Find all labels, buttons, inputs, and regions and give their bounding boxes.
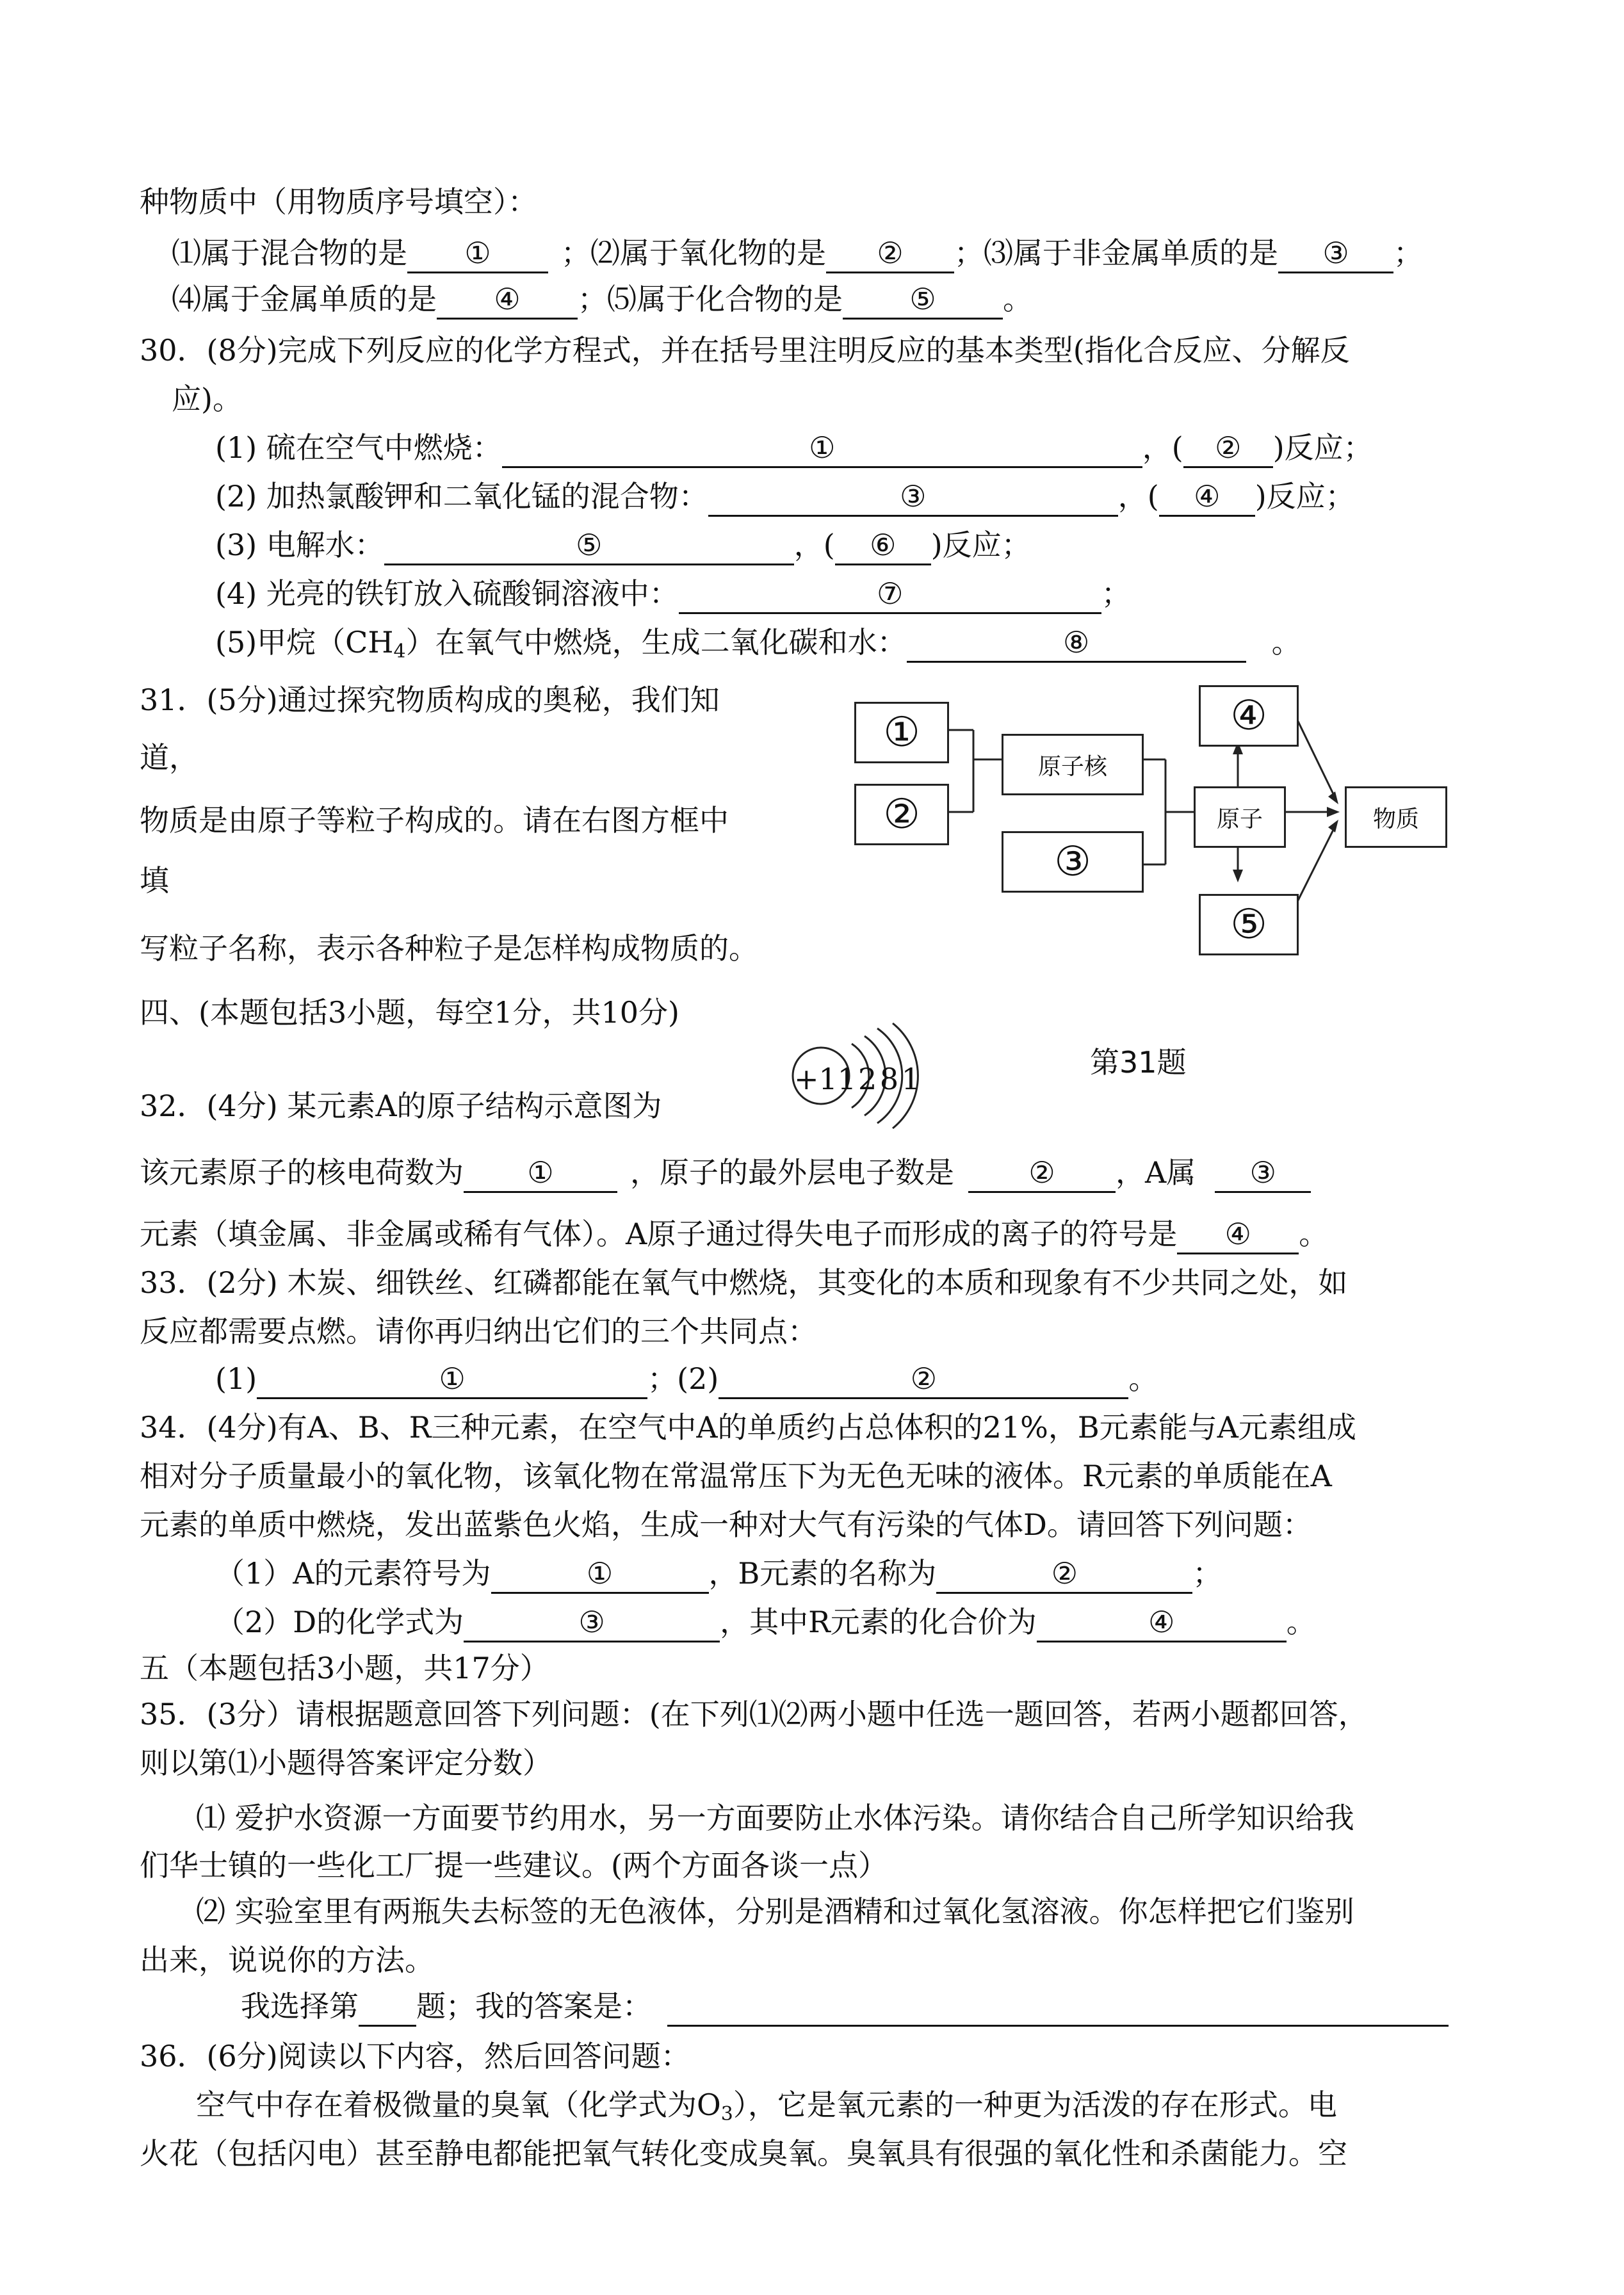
q34-text-c: （2）D的化学式为 [215, 1605, 464, 1639]
q33-line-2: 反应都需要点燃。请你再归纳出它们的三个共同点： [140, 1314, 817, 1349]
q34-text-b: ，B元素的名称为 [708, 1556, 937, 1591]
q31-line-2: 道， [140, 740, 199, 775]
q36-text-a: 空气中存在着极微量的臭氧（化学式为O [196, 2088, 721, 2122]
q35-choice-text: 我选择第 [241, 1989, 359, 2023]
q30-blank-2[interactable]: ② [1183, 433, 1273, 468]
q35-answer-blank[interactable] [667, 1991, 1449, 2027]
q29-line2 [172, 284, 1032, 320]
q33-blank-2[interactable]: ② [719, 1364, 1128, 1399]
q30-r5-text: (5)甲烷（CH [215, 625, 394, 660]
q35-option-2-line-1: ⑵ 实验室里有两瓶失去标签的无色液体，分别是酒精和过氧化氢溶液。你怎样把它们鉴别 [196, 1894, 1354, 1929]
q31-line-5: 写粒子名称，表示各种粒子是怎样构成物质的。 [140, 931, 758, 966]
q30-reaction-3 [215, 530, 1031, 565]
q33-label-2: ；(2) [647, 1361, 719, 1396]
q30-blank-4[interactable]: ④ [1159, 482, 1255, 517]
q31-matter-box: 物质 [1345, 786, 1447, 848]
q36-line-3: 火花（包括闪电）甚至静电都能把氧气转化变成臭氧。臭氧具有很强的氧化性和杀菌能力。空 [140, 2136, 1347, 2171]
q31-atom-box: 原子 [1194, 786, 1286, 848]
q31-box-1[interactable]: ① [854, 702, 949, 763]
q32-text-b: ，原子的最外层电子数是 [630, 1155, 954, 1190]
q36-line-1: 36．(6分)阅读以下内容，然后回答问题： [140, 2039, 690, 2073]
q31-caption: 第31题 [1090, 1045, 1187, 1080]
q34-line-1: 34．(4分)有A、B、R三种元素，在空气中A的单质约占总体积的21%，B元素能与A元素组成 [140, 1410, 1356, 1445]
q34-text-d: ，其中R元素的化合价为 [720, 1605, 1037, 1639]
q30-blank-1[interactable]: ① [502, 433, 1142, 468]
q29-end: 。 [1003, 282, 1032, 316]
q35-option-1-line-1: ⑴ 爱护水资源一方面要节约用水，另一方面要防止水体污染。请你结合自己所学知识给我 [196, 1801, 1354, 1835]
q30-r2-paren: ，( [1117, 479, 1159, 514]
q30-blank-3[interactable]: ③ [708, 482, 1118, 517]
q29-intro: 种物质中（用物质序号填空）： [140, 184, 537, 219]
q34-line-5 [215, 1607, 1316, 1642]
q35-line-2: 则以第⑴小题得答案评定分数） [140, 1746, 552, 1780]
q30-r3-text: (3) 电解水： [215, 528, 384, 562]
q30-r4-end: ； [1101, 576, 1131, 611]
q29-sep: ； [1393, 236, 1423, 270]
q33-line-3 [215, 1361, 1158, 1399]
q30-r1-text: (1) 硫在空气中燃烧： [215, 430, 502, 465]
q30-reaction-2 [215, 479, 1355, 517]
q30-r2-text: (2) 加热氯酸钾和二氧化锰的混合物： [215, 479, 708, 514]
q32-blank-2[interactable]: ② [968, 1158, 1116, 1193]
q32-blank-1[interactable]: ① [464, 1158, 617, 1193]
q30-r2-type: )反应； [1255, 479, 1355, 514]
q29-item4-text: ⑷属于金属单质的是 [172, 282, 437, 316]
q33-label-1: (1) [215, 1361, 257, 1396]
q31-line-4: 填 [140, 863, 169, 898]
q34-end: 。 [1286, 1605, 1316, 1639]
q34-blank-4[interactable]: ④ [1037, 1607, 1287, 1642]
q29-blank-5[interactable]: ⑤ [843, 284, 1003, 320]
q30-blank-8[interactable]: ⑧ [907, 628, 1246, 663]
q34-blank-3[interactable]: ③ [464, 1607, 720, 1642]
q30-r4-text: (4) 光亮的铁钉放入硫酸铜溶液中： [215, 576, 679, 611]
q31-box-5[interactable]: ⑤ [1199, 894, 1299, 955]
q29-blank-4[interactable]: ④ [437, 284, 578, 320]
q31-nucleus-box: 原子核 [1002, 734, 1144, 795]
q29-blank-1[interactable]: ① [407, 238, 548, 273]
q32-text-d: 元素（填金属、非金属或稀有气体）。A原子通过得失电子而形成的离子的符号是 [140, 1217, 1178, 1251]
q35-choice-blank[interactable] [359, 1991, 416, 2027]
q35-line-1: 35．(3分）请根据题意回答下列问题：(在下列⑴⑵两小题中任选一题回答，若两小题都回答， [140, 1697, 1368, 1731]
q31-box-4[interactable]: ④ [1199, 685, 1299, 747]
q32-line-2 [140, 1155, 1311, 1193]
q32-line-3 [140, 1219, 1328, 1254]
q36-line-2 [196, 2090, 1337, 2124]
q29-blank-2[interactable]: ② [826, 238, 954, 273]
section-4-header: 四、(本题包括3小题，每空1分，共10分) [140, 995, 679, 1030]
q35-option-1-line-2: 们华士镇的一些化工厂提一些建议。(两个方面各谈一点） [140, 1848, 888, 1883]
q30-r3-type: )反应； [930, 528, 1031, 562]
q30-r5-text2: ）在氧气中燃烧，生成二氧化碳和水： [405, 625, 907, 660]
q32-end: 。 [1299, 1217, 1329, 1251]
q31-box-3[interactable]: ③ [1002, 831, 1144, 893]
q32-blank-3[interactable]: ③ [1215, 1158, 1311, 1193]
q33-blank-1[interactable]: ① [257, 1364, 647, 1399]
atom-shell-electrons: 2 8 1 [858, 1062, 921, 1096]
q30-blank-6[interactable]: ⑥ [835, 530, 931, 565]
q34-line-3: 元素的单质中燃烧，发出蓝紫色火焰，生成一种对大气有污染的气体D。请回答下列问题： [140, 1507, 1312, 1542]
q30-r5-subscript: 4 [393, 640, 406, 663]
q30-stem-cont: 应)。 [172, 382, 242, 416]
q30-reaction-1 [215, 430, 1373, 468]
q34-text-a: （1）A的元素符号为 [215, 1556, 491, 1591]
q31-line-1: 31．(5分)通过探究物质构成的奥秘，我们知 [140, 683, 720, 717]
q29-item1-text: ⑴属于混合物的是 [172, 236, 407, 270]
q30-r1-type: )反应； [1272, 430, 1373, 465]
q30-r1-paren: ，( [1142, 430, 1183, 465]
q32-blank-4[interactable]: ④ [1177, 1219, 1299, 1254]
q34-line-2: 相对分子质量最小的氧化物，该氧化物在常温常压下为无色无味的液体。R元素的单质能在A [140, 1459, 1332, 1493]
q31-box-2[interactable]: ② [854, 784, 949, 845]
q30-reaction-5 [215, 625, 1301, 663]
q29-item3-text: ；⑶属于非金属单质的是 [954, 236, 1278, 270]
q30-blank-7[interactable]: ⑦ [679, 579, 1101, 614]
atom-nucleus-label: +11 [794, 1062, 857, 1096]
q30-stem: 30．(8分)完成下列反应的化学方程式，并在括号里注明反应的基本类型(指化合反应、分解反 [140, 333, 1350, 368]
q35-answer-line [241, 1991, 1449, 2027]
q36-subscript: 3 [720, 2103, 733, 2125]
q34-blank-2[interactable]: ② [936, 1559, 1192, 1594]
q29-line1 [172, 238, 1423, 273]
q33-end: 。 [1128, 1361, 1158, 1396]
q33-line-1: 33．(2分) 木炭、细铁丝、红磷都能在氧气中燃烧，其变化的本质和现象有不少共同之处，如 [140, 1265, 1348, 1300]
q29-item2-text: ；⑵属于氧化物的是 [561, 236, 826, 270]
q32-text-a: 该元素原子的核电荷数为 [140, 1155, 464, 1190]
q32-line-1: 32．(4分) 某元素A的原子结构示意图为 [140, 1089, 662, 1123]
q36-text-b: ），它是氧元素的一种更为活泼的存在形式。电 [733, 2088, 1337, 2122]
q30-reaction-4 [215, 576, 1131, 614]
q35-answer-text: 题；我的答案是： [416, 1989, 652, 2023]
q32-text-c: ，A属 [1116, 1155, 1196, 1190]
q34-line-4 [215, 1556, 1222, 1594]
q29-blank-3[interactable]: ③ [1278, 238, 1393, 273]
q34-blank-1[interactable]: ① [491, 1559, 709, 1594]
q29-item5-text: ；⑸属于化合物的是 [578, 282, 843, 316]
q30-blank-5[interactable]: ⑤ [384, 530, 794, 565]
q30-r5-end: 。 [1271, 625, 1301, 660]
q31-line-3: 物质是由原子等粒子构成的。请在右图方框中 [140, 803, 729, 838]
q35-option-2-line-2: 出来，说说你的方法。 [140, 1943, 434, 1977]
q30-r3-paren: ，( [793, 528, 835, 562]
section-5-header: 五（本题包括3小题，共17分） [140, 1651, 549, 1685]
q34-sep: ； [1192, 1556, 1222, 1591]
